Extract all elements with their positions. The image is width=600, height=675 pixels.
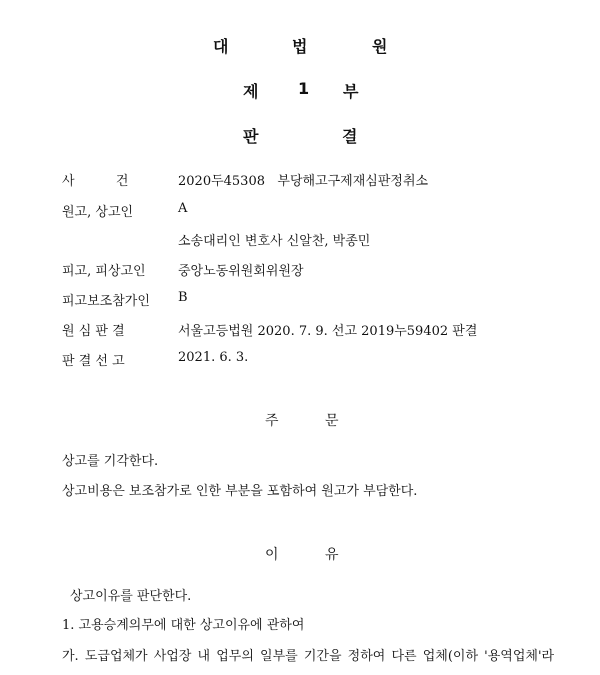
division-title-char: 1 [298,79,310,98]
reasons-heading-char: 이 [265,547,279,563]
case-info-label: 원고, 상고인 [62,205,134,220]
case-info-value: 서울고등법원 2020. 7. 9. 선고 2019누59402 판결 [178,324,478,339]
case-info-value: 2021. 6. 3. [178,350,249,365]
case-info-row [0,320,600,340]
division-title-char: 부 [343,82,359,101]
order-line: 상고비용은 보조참가로 인한 부분을 포함하여 원고가 부담한다. [62,484,418,499]
reasons-heading-char: 유 [325,547,339,563]
court-title-char: 원 [372,37,388,56]
case-info-row [0,201,600,221]
reasons-item: 가. 도급업체가 사업장 내 업무의 일부를 기간을 정하여 다른 업체(이하 '용역업체'라 [62,649,555,664]
case-info-value: 소송대리인 변호사 신알찬, 박종민 [178,234,371,249]
order-heading-char: 주 [265,413,279,429]
reasons-section-heading: 1. 고용승계의무에 대한 상고이유에 관하여 [62,618,305,633]
case-info-row [0,170,600,190]
case-info-row [0,290,600,310]
case-info-row [0,230,600,250]
case-info-label: 피고, 피상고인 [62,264,146,279]
order-heading-char: 문 [325,413,339,429]
case-info-value: B [178,290,188,305]
case-info-row [0,350,600,370]
court-title-char: 대 [213,37,229,56]
case-info-label: 원 심 판 결 [62,324,125,339]
case-info-label: 피고보조참가인 [62,294,150,309]
division-title-char: 제 [243,82,259,101]
case-info-label: 판 결 선 고 [62,354,125,369]
reasons-intro: 상고이유를 판단한다. [70,589,192,604]
case-info-label: 사 건 [62,174,129,189]
case-info-value: A [178,201,188,216]
case-info-row [0,260,600,280]
order-line: 상고를 기각한다. [62,454,159,469]
court-title-char: 법 [292,37,308,56]
case-info-value: 중앙노동위원회위원장 [178,264,304,279]
doc-type-title-char: 판 [243,127,259,146]
doc-type-title-char: 결 [342,127,358,146]
case-info-value: 2020두45308 부당해고구제재심판정취소 [178,174,429,189]
